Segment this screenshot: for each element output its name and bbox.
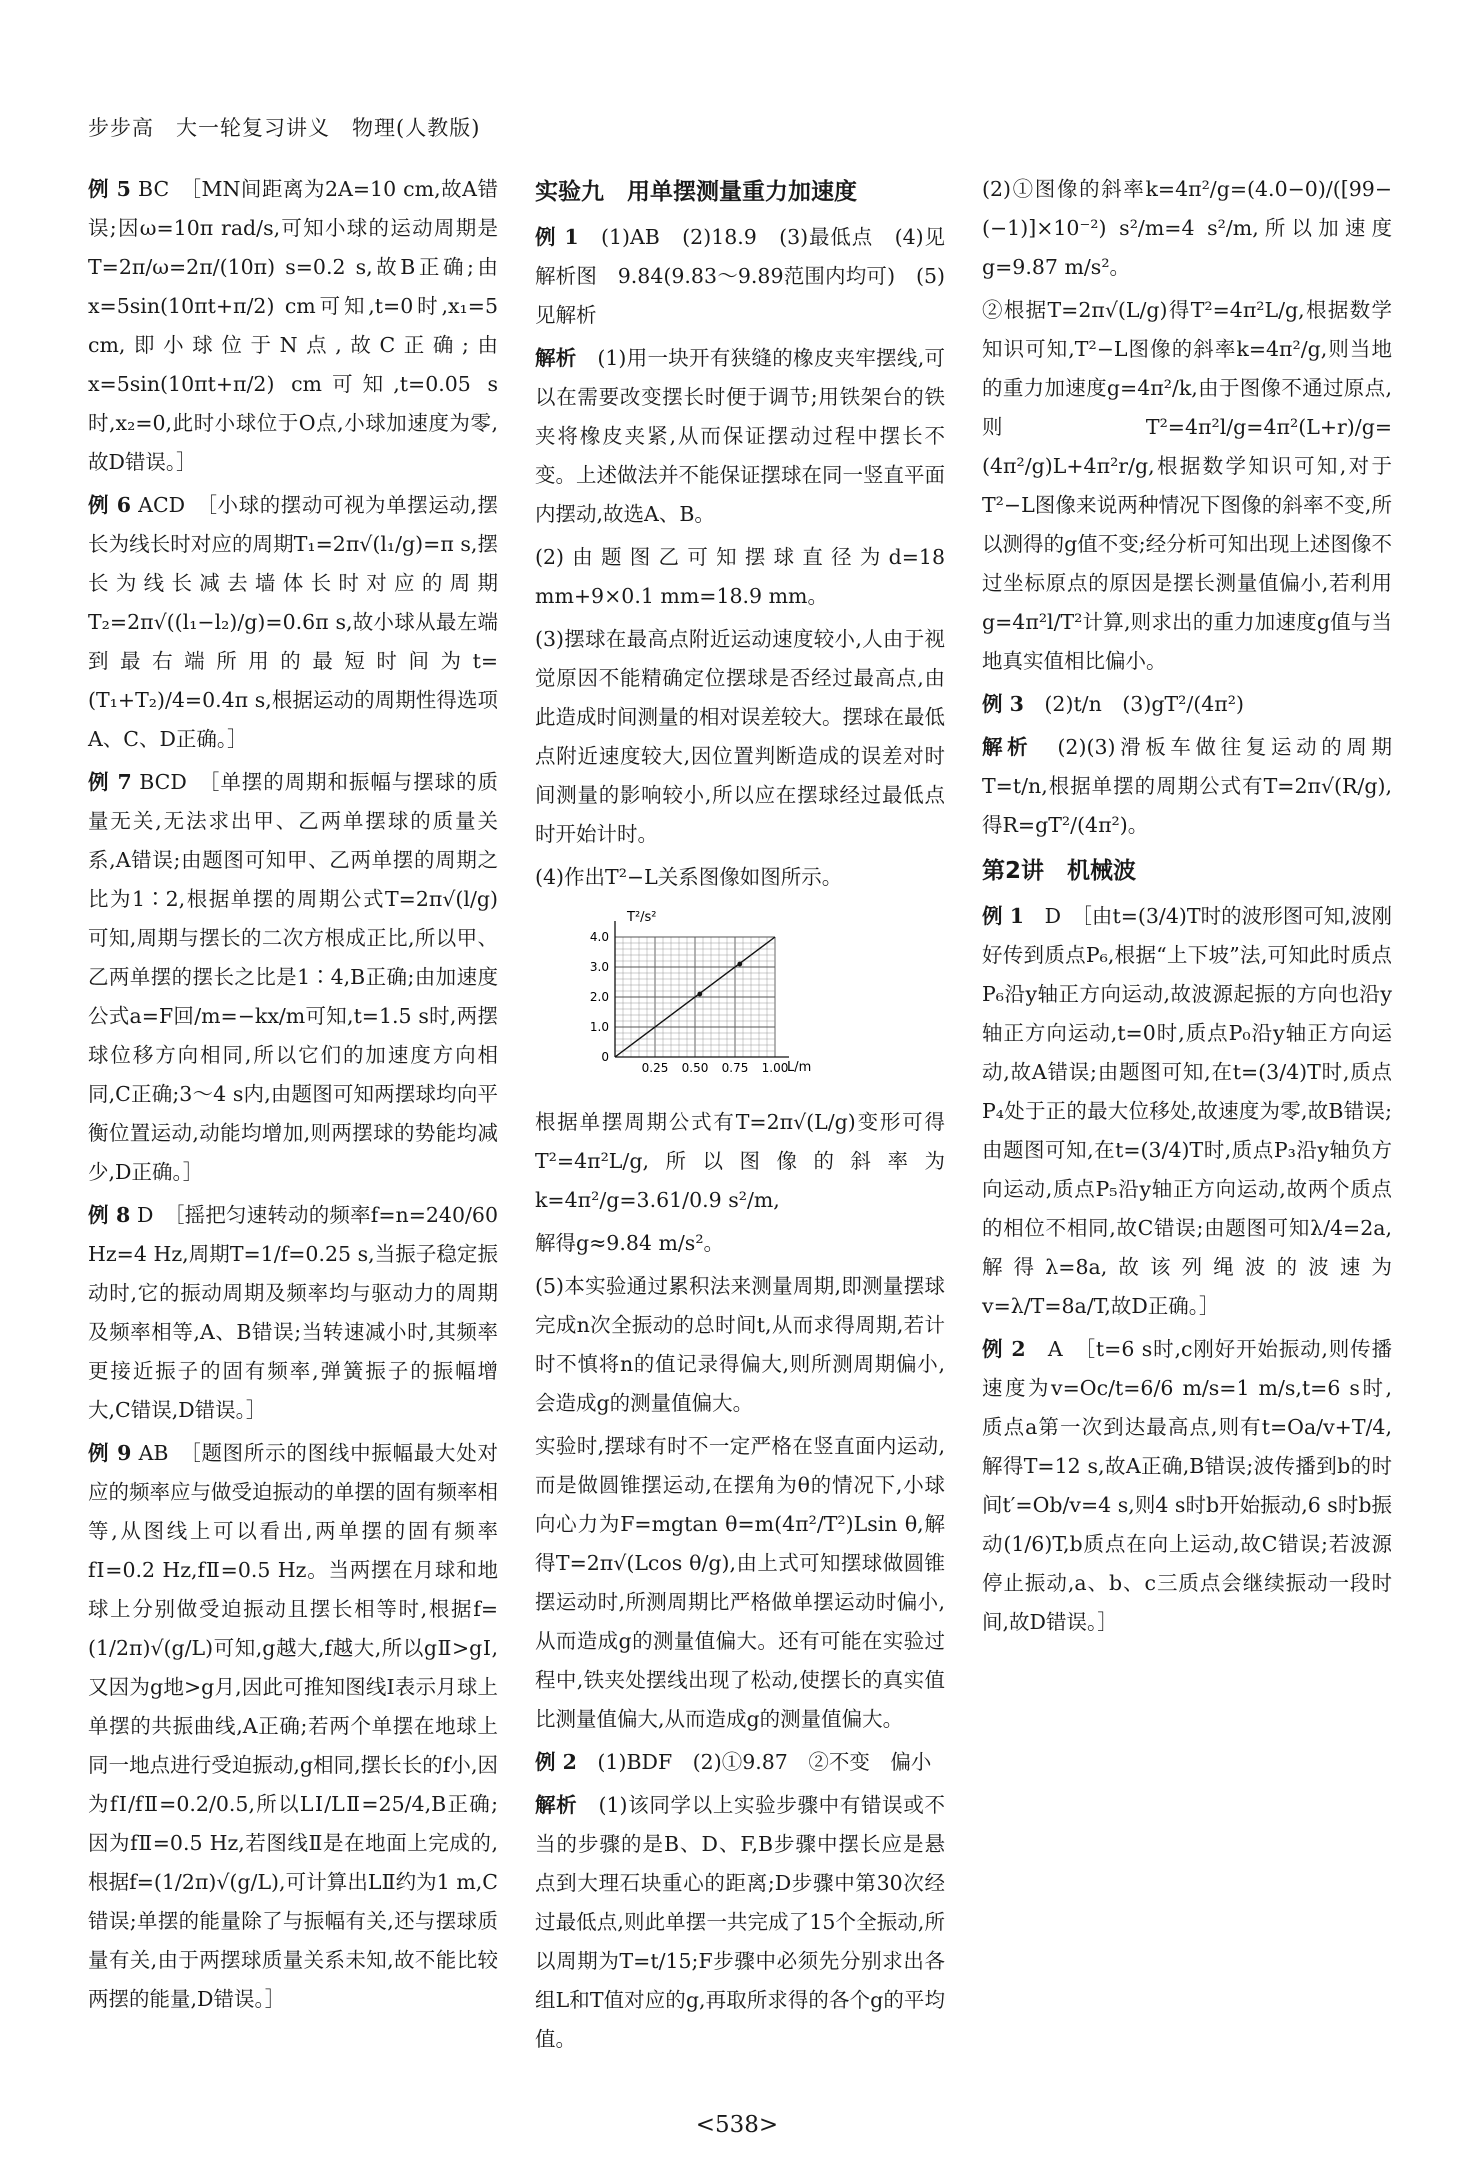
c2-example-2: 例 2 (1)BDF (2)①9.87 ②不变 偏小 [535,1750,932,1774]
c3-example-1: 例 1 D ［由t=(3/4)T时的波形图可知,波刚好传到质点P₆,根据“上下坡”法,可知此时质点P₆沿y轴正方向运动,故波源起振的方向也沿y轴正方向运动,t=0时,质点P₀沿y轴正方向运动,故A错误;由题图可知,在t=(3/4)T时,质点P₄处于正的最大位移处,故速度为零,故B错误;由题图可知,在t=(3/4)T时,质点P₃沿y轴负方向运动,质点P₅沿y轴正方向运动,故两个质点的相位不相同,故C错误;由题图可知λ/4=2a,解得λ=8a,故该列绳波的波速为v=λ/T=8a/T,故D正确。］ [982,904,1393,1318]
c2-para-4: (4)作出T²−L关系图像如图所示。 [535,865,843,889]
chart-xlabel: L/m [787,1060,812,1075]
running-header: 步步高 大一轮复习讲义 物理(人教版) [88,116,481,140]
example-label: 例 7 [88,770,132,794]
example-8 [88,1196,498,1430]
example-5 [88,170,498,482]
example-label: 例 6 [88,493,132,517]
example-text: ［MN间距离为2A=10 cm,故A错误;因ω=10π rad/s,可知小球的运动周期是T=2π/ω=2π/(10π) s=0.2 s,故B正确;由x=5sin(10πt+π/2) cm可知,t=0时,x₁=5 cm,即小球位于N点,故C正确;由x=5sin(10πt+π/2) cm可知,t=0.05 s时,x₂=0,此时小球位于O点,小球加速度为零,故D错误。］ [88,177,498,474]
y-tick-label: 1.0 [589,1020,609,1034]
c2-para-6: 解得g≈9.84 m/s²。 [535,1231,725,1255]
c2-para-5: 根据单摆周期公式有T=2π√(L/g)变形可得T²=4π²L/g,所以图像的斜率为k=4π²/g=3.61/0.9 s²/m, [535,1110,945,1212]
c3-para-1: (2)①图像的斜率k=4π²/g=(4.0−0)/([99−(−1)]×10⁻²) s²/m=4 s²/m,所以加速度g=9.87 m/s²。 [982,177,1392,279]
c2-para-7: (5)本实验通过累积法来测量周期,即测量摆球完成n次全振动的总时间t,从而求得周期,若计时不慎将n的值记录得偏大,则所测周期偏小,会造成g的测量值偏大。 [535,1274,945,1415]
c3-analysis-3: 解析 (2)(3)滑板车做往复运动的周期T=t/n,根据单摆的周期公式有T=2π√(R/g),得R=gT²/(4π²)。 [982,735,1393,837]
x-tick-label: 0.75 [721,1061,749,1075]
example-label: 例 8 [88,1203,131,1227]
example-answer: BCD [139,770,187,794]
example-answer: ACD [138,493,186,517]
example-text: ［小球的摆动可视为单摆运动,摆长为线长时对应的周期T₁=2π√(l₁/g)=π s,摆长为线长减去墙体长时对应的周期T₂=2π√((l₁−l₂)/g)=0.6π s,故小球从最左端到最右端所用的最短时间为t=(T₁+T₂)/4=0.4π s,根据运动的周期性得选项A、C、D正确。］ [88,493,499,751]
c3-example-3: 例 3 (2)t/n (3)gT²/(4π²) [982,692,1244,716]
c2-example-1: 例 1 (1)AB (2)18.9 (3)最低点 (4)见解析图 9.84(9.83～9.89范围内均可) (5)见解析 [535,225,946,327]
c2-analysis-1: 解析 (1)用一块开有狭缝的橡皮夹牢摆线,可以在需要改变摆长时便于调节;用铁架台的铁夹将橡皮夹紧,从而保证摆动过程中摆长不变。上述做法并不能保证摆球在同一竖直平面内摆动,故选A、B。 [535,346,946,526]
example-text: ［摇把匀速转动的频率f=n=240/60 Hz=4 Hz,周期T=1/f=0.25 s,当振子稳定振动时,它的振动周期及频率均与驱动力的周期及频率相等,A、B错误;当转速减小时,其频率更接近振子的固有频率,弹簧振子的振幅增大,C错误,D错误。］ [88,1203,499,1422]
column-2 [535,170,945,2063]
example-6 [88,486,498,759]
example-label: 例 5 [88,177,131,201]
y-tick-label: 3.0 [589,960,609,974]
lecture-title: 第2讲 机械波 [982,858,1137,884]
t2-l-graph [575,907,825,1082]
y-tick-label: 4.0 [589,930,609,944]
example-answer: AB [138,1441,169,1465]
chart-ylabel: T²/s² [627,910,657,925]
x-tick-label: 0.25 [641,1061,669,1075]
column-1 [88,170,498,2023]
example-7 [88,763,498,1192]
c3-para-2: ②根据T=2π√(L/g)得T²=4π²L/g,根据数学知识可知,T²−L图像的斜率k=4π²/g,则当地的重力加速度g=4π²/k,由于图像不通过原点,则T²=4π²l/g=4π²(L+r)/g=(4π²/g)L+4π²r/g,根据数学知识可知,对于T²−L图像来说两种情况下图像的斜率不变,所以测得的g值不变;经分析可知出现上述图像不过坐标原点的原因是摆长测量值偏小,若利用g=4π²l/T²计算,则求出的重力加速度g值与当地真实值相比偏小。 [982,298,1392,673]
c2-para-8: 实验时,摆球有时不一定严格在竖直面内运动,而是做圆锥摆运动,在摆角为θ的情况下,小球向心力为F=mgtan θ=m(4π²/T²)Lsin θ,解得T=2π√(Lcos θ/g),由上式可知摆球做圆锥摆运动时,所测周期比严格做单摆运动时偏小,从而造成g的测量值偏大。还有可能在实验过程中,铁夹处摆线出现了松动,使摆长的真实值比测量值偏大,从而造成g的测量值偏大。 [535,1434,945,1731]
c2-analysis-2: 解析 (1)该同学以上实验步骤中有错误或不当的步骤的是B、D、F,B步骤中摆长应是悬点到大理石块重心的距离;D步骤中第30次经过最低点,则此单摆一共完成了15个全振动,所以周期为T=t/15;F步骤中必须先分别求出各组L和T值对应的g,再取所求得的各个g的平均值。 [535,1793,945,2051]
example-text: ［单摆的周期和振幅与摆球的质量无关,无法求出甲、乙两单摆球的质量关系,A错误;由题图可知甲、乙两单摆的周期之比为1∶2,根据单摆的周期公式T=2π√(l/g)可知,周期与摆长的二次方根成正比,所以甲、乙两单摆的摆长之比是1∶4,B正确;由加速度公式a=F回/m=−kx/m可知,t=1.5 s时,两摆球位移方向相同,所以它们的加速度方向相同,C正确;3～4 s内,由题图可知两摆球均向平衡位置运动,动能均增加,则两摆球的势能均减少,D正确。］ [88,770,498,1184]
y-tick-label: 2.0 [589,990,609,1004]
example-9 [88,1434,498,2019]
example-answer: BC [138,177,170,201]
c2-para-2: (2)由题图乙可知摆球直径为d=18 mm+9×0.1 mm=18.9 mm。 [535,545,945,608]
example-label: 例 9 [88,1441,132,1465]
x-tick-label: 1.00 [761,1061,789,1075]
example-text: ［题图所示的图线中振幅最大处对应的频率应与做受迫振动的单摆的固有频率相等,从图线上可以看出,两单摆的固有频率fⅠ=0.2 Hz,fⅡ=0.5 Hz。当两摆在月球和地球上分别做受迫振动且摆长相等时,根据f=(1/2π)√(g/L)可知,g越大,f越大,所以gⅡ>gⅠ,又因为g地>g月,因此可推知图线Ⅰ表示月球上单摆的共振曲线,A正确;若两个单摆在地球上同一地点进行受迫振动,g相同,摆长长的f小,因为fⅠ/fⅡ=0.2/0.5,所以LⅠ/LⅡ=25/4,B正确;因为fⅡ=0.5 Hz,若图线Ⅱ是在地面上完成的,根据f=(1/2π)√(g/L),可计算出LⅡ约为1 m,C错误;单摆的能量除了与振幅有关,还与摆球质量有关,由于两摆球质量关系未知,故不能比较两摆的能量,D错误。］ [88,1441,498,2011]
experiment-title: 实验九 用单摆测量重力加速度 [535,179,857,205]
x-tick-label: 0.50 [681,1061,709,1075]
column-3 [982,170,1392,1646]
c3-example-2: 例 2 A ［t=6 s时,c刚好开始振动,则传播速度为v=Oc/t=6/6 m/s=1 m/s,t=6 s时,质点a第一次到达最高点,则有t=Oa/v+T/4,解得T=12 s,故A正确,B错误;波传播到b的时间t′=Ob/v=4 s,则4 s时b开始振动,6 s时b振动(1/6)T,b质点在向上运动,故C错误;若波源停止振动,a、b、c三质点会继续振动一段时间,故D错误。］ [982,1337,1392,1634]
page-number: <538> [695,2112,779,2138]
data-point [697,992,702,997]
example-answer: D [136,1203,154,1227]
data-point [737,962,742,967]
c2-para-3: (3)摆球在最高点附近运动速度较小,人由于视觉原因不能精确定位摆球是否经过最高点,由此造成时间测量的相对误差较大。摆球在最低点附近速度较大,因位置判断造成的误差对时间测量的影响较小,所以应在摆球经过最低点时开始计时。 [535,627,945,846]
y-tick-label: 0 [601,1050,609,1064]
